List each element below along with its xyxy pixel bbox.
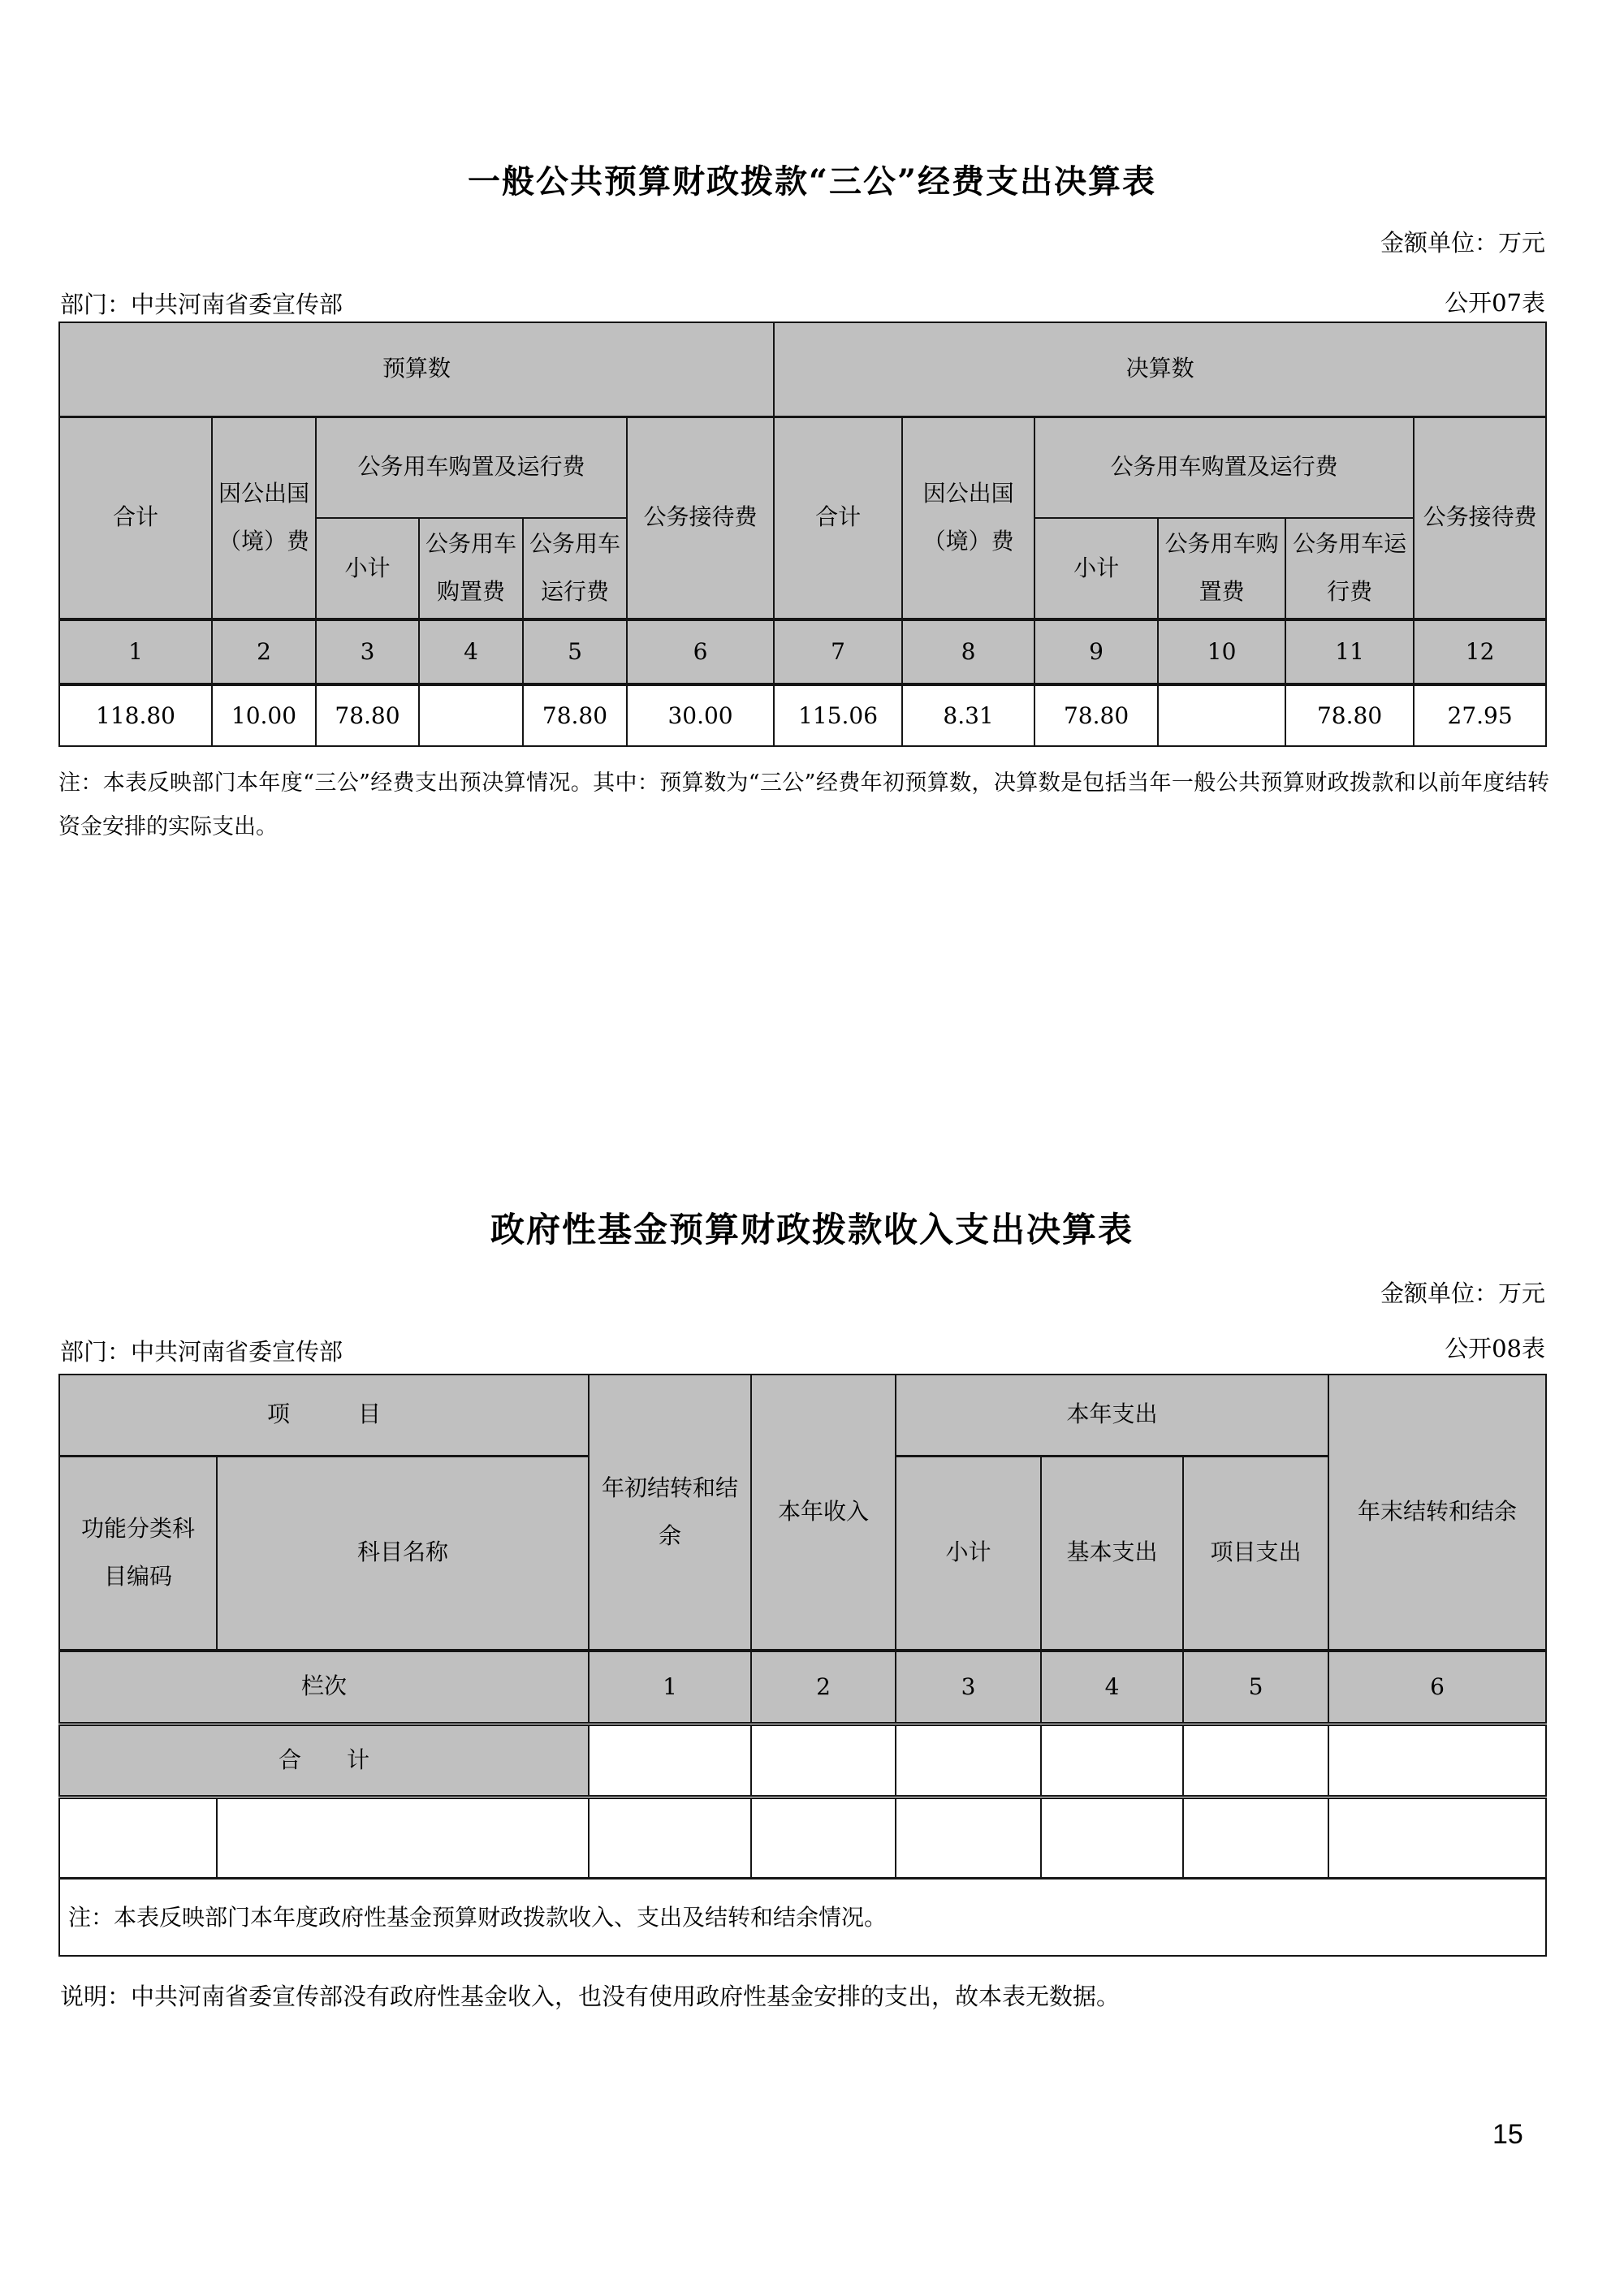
explanation-text: 说明：中共河南省委宣传部没有政府性基金收入，也没有使用政府性基金安排的支出，故本表无数据。 (60, 1983, 1121, 2010)
table1-header-operation-final: 公务用车运行费 (1285, 518, 1414, 619)
column-number-cell: 8 (902, 619, 1034, 684)
column-number-cell: 2 (751, 1651, 896, 1724)
empty-cell (896, 1797, 1041, 1878)
value-cell: 27.95 (1414, 684, 1546, 746)
value-cell (1041, 1724, 1183, 1797)
column-number-cell: 6 (627, 619, 774, 684)
column-number-cell: 10 (1158, 619, 1285, 684)
value-cell (751, 1724, 896, 1797)
table1-header-purchase-budget: 公务用车购置费 (419, 518, 523, 619)
table1-header-abroad-final: 因公出国（境）费 (902, 416, 1034, 619)
table2-header-subtotal: 小计 (896, 1456, 1041, 1651)
empty-cell (1328, 1797, 1546, 1878)
column-number-cell: 5 (1183, 1651, 1328, 1724)
value-cell (1158, 684, 1285, 746)
table1-header-vehicle-group-budget: 公务用车购置及运行费 (316, 416, 627, 518)
table1-unit-label: 金额单位：万元 (1380, 229, 1545, 257)
table2-header-closing-balance: 年末结转和结余 (1328, 1375, 1546, 1651)
column-number-cell: 9 (1034, 619, 1158, 684)
value-cell: 118.80 (59, 684, 212, 746)
column-number-cell: 4 (1041, 1651, 1183, 1724)
empty-cell (59, 1797, 217, 1878)
column-number-cell: 4 (419, 619, 523, 684)
table1-header-final: 决算数 (774, 322, 1546, 416)
value-cell (589, 1724, 751, 1797)
column-number-cell: 11 (1285, 619, 1414, 684)
table2-lanci-label: 栏次 (59, 1651, 589, 1724)
column-number-cell: 1 (589, 1651, 751, 1724)
empty-cell (751, 1797, 896, 1878)
column-number-cell: 6 (1328, 1651, 1546, 1724)
empty-cell (1041, 1797, 1183, 1878)
table2-header-project-exp: 项目支出 (1183, 1456, 1328, 1651)
table1-header-total-final: 合计 (774, 416, 902, 619)
table1-header-reception-budget: 公务接待费 (627, 416, 774, 619)
table1-header-subtotal-budget: 小计 (316, 518, 419, 619)
page-number: 15 (1492, 2119, 1523, 2150)
value-cell: 30.00 (627, 684, 774, 746)
value-cell (1183, 1724, 1328, 1797)
table2-header-income: 本年收入 (751, 1375, 896, 1651)
table1-header-budget: 预算数 (59, 322, 774, 416)
table2-department-label: 部门：中共河南省委宣传部 (60, 1338, 343, 1366)
value-cell: 115.06 (774, 684, 902, 746)
value-cell: 10.00 (212, 684, 316, 746)
table1-header-subtotal-final: 小计 (1034, 518, 1158, 619)
value-cell (419, 684, 523, 746)
table2-title: 政府性基金预算财政拨款收入支出决算表 (490, 1210, 1134, 1249)
table2-total-label: 合 计 (59, 1724, 589, 1797)
table2-header-code: 功能分类科目编码 (59, 1456, 217, 1651)
column-number-cell: 7 (774, 619, 902, 684)
table1-note: 注：本表反映部门本年度“三公”经费支出预决算情况。其中：预算数为“三公”经费年初预算数，决算数是包括当年一般公共预算财政拨款和以前年度结转资金安排的实际支出。 (58, 770, 1549, 839)
column-number-cell: 3 (316, 619, 419, 684)
table1-sheet-label: 公开07表 (1445, 289, 1545, 317)
table2-header-project: 项 目 (59, 1375, 589, 1456)
column-number-cell: 3 (896, 1651, 1041, 1724)
value-cell: 78.80 (316, 684, 419, 746)
value-cell: 78.80 (1285, 684, 1414, 746)
empty-cell (589, 1797, 751, 1878)
column-number-cell: 1 (59, 619, 212, 684)
table1-header-purchase-final: 公务用车购置费 (1158, 518, 1285, 619)
government-fund-table (58, 1374, 1547, 1957)
table1-title: 一般公共预算财政拨款“三公”经费支出决算表 (467, 162, 1156, 201)
table2-header-expenditure: 本年支出 (896, 1375, 1328, 1456)
empty-cell (1183, 1797, 1328, 1878)
table1-header-reception-final: 公务接待费 (1414, 416, 1546, 619)
table1-header-operation-budget: 公务用车运行费 (523, 518, 627, 619)
table1-department-label: 部门：中共河南省委宣传部 (60, 291, 343, 318)
empty-cell (217, 1797, 589, 1878)
table2-note: 注：本表反映部门本年度政府性基金预算财政拨款收入、支出及结转和结余情况。 (59, 1878, 1546, 1956)
table2-unit-label: 金额单位：万元 (1380, 1280, 1545, 1307)
value-cell (896, 1724, 1041, 1797)
column-number-cell: 12 (1414, 619, 1546, 684)
table2-header-opening-balance: 年初结转和结余 (589, 1375, 751, 1651)
value-cell: 8.31 (902, 684, 1034, 746)
table1-header-vehicle-group-final: 公务用车购置及运行费 (1034, 416, 1414, 518)
value-cell: 78.80 (1034, 684, 1158, 746)
table1-header-abroad-budget: 因公出国（境）费 (212, 416, 316, 619)
table2-header-basic: 基本支出 (1041, 1456, 1183, 1651)
column-number-cell: 5 (523, 619, 627, 684)
value-cell (1328, 1724, 1546, 1797)
column-number-cell: 2 (212, 619, 316, 684)
table2-header-subject-name: 科目名称 (217, 1456, 589, 1651)
value-cell: 78.80 (523, 684, 627, 746)
table1-header-total-budget: 合计 (59, 416, 212, 619)
sangong-expense-table (58, 322, 1547, 747)
table2-sheet-label: 公开08表 (1445, 1335, 1545, 1362)
